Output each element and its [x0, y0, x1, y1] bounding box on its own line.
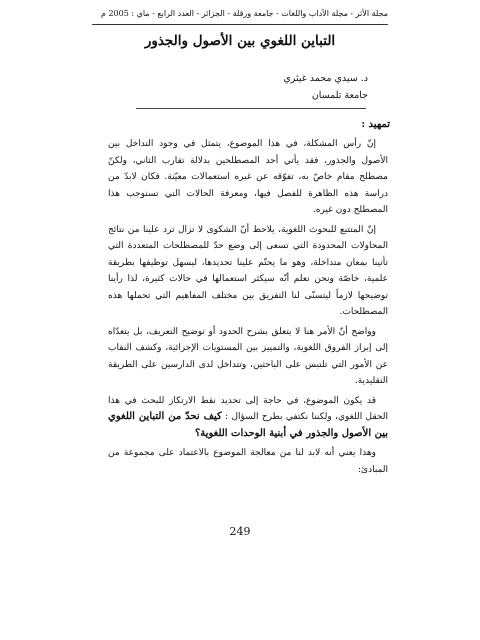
paragraph-4-text: قد يكون الموضوع، في حاجة إلى تحديد نقط الارتكاز للبحث في هذا الحقل اللغوي، ولكننا نكتفي بطرح السؤال :	[108, 395, 388, 422]
paragraph-2: إنّ المتتبع للبحوث اللغوية، يلاحظ أنّ الشكوى لا تزال ترد علينا من نتائج المحاولات المحدودة التي تسعى إلى وضع حدّ للمصطلحات المتعددة التي تأتينا بمعان متداخلة، وهو ما يحتّم علينا تحديدها، ليسهل توظيفها بطريقة علمية، خاصّة ونحن نعلم أنّه سيكثر استعمالها في حالات كثيرة، لذا رأينا توضيحها لازماً ليتسنّى لنا التفريق بين مختلف المفاهيم التي تحملها هذه المصطلحات.	[108, 224, 388, 317]
journal-info: مجلة الأثر - مجلة الآداب واللغات - جامعة ورقلة - الجزائر - العدد الرابع - ماي : 2005 م	[100, 9, 388, 18]
header-divider	[92, 24, 388, 25]
research-question: كيف نحدّ من التباين اللغوي بين الأصول والجذور في أبنية الوحدات اللغوية؟	[108, 411, 388, 439]
running-header	[92, 9, 388, 18]
page-number: 249	[229, 525, 251, 538]
paragraph-5: وهذا يعني أنه لابد لنا من معالجة الموضوع بالاعتماد على مجموعة من المبادئ:	[108, 448, 388, 475]
section-heading: تمهيد :	[361, 119, 390, 130]
author-name: د. سيدي محمد غيثري	[283, 73, 368, 84]
paragraph-3: وواضح أنّ الأمر هنا لا يتعلق بشرح الحدود أو توضيح التعريف، بل يتعدّاه إلى إبراز الفروق اللغوية، والتمييز بين المستويات الإجرائية، وكشف النقاب عن الأمور التي تلتبس على الباحثين، وتتداخل لدى الدارسين على الطريقة التقليدية.	[108, 326, 388, 386]
article-body	[108, 136, 388, 481]
author-block	[283, 70, 368, 104]
author-affiliation: جامعة تلمسان	[311, 90, 368, 101]
author-divider	[136, 108, 366, 109]
paragraph-1: إنّ رأس المشكلة، في هذا الموضوع، يتمثل في وجود التداخل بين الأصول والجذور، فقد يأتي أحد المصطلحين بدلالة تقارب الثاني، ولكنّ مصطلح مقام خاصّ به، تفوّقه عن غيره استعمالات معيّنة. فكان لابدّ من دراسة هذه الظاهرة للفصل فيها، ومعرفة الحالات التي تستوجب هذا المصطلح دون غيره.	[108, 139, 388, 215]
paragraph-4	[108, 393, 388, 443]
article-title: التباين اللغوي بين الأصول والجذور	[144, 33, 336, 49]
